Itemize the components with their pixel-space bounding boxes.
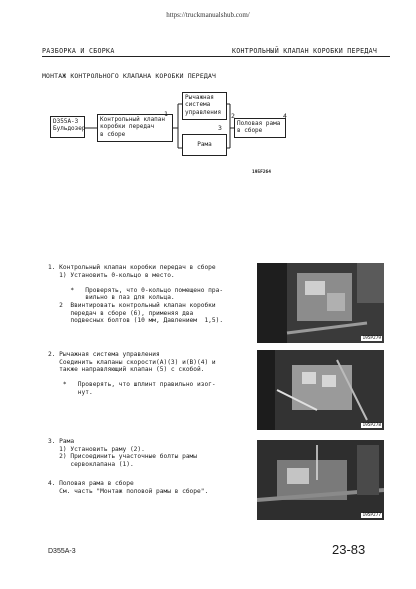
floor-box-label: Половая рама в сборе [237, 120, 281, 135]
footer-model: D355A-3 [48, 548, 76, 555]
valve-box [97, 114, 173, 142]
step-2-text: 2. Рычажная система управления Соединить клапаны скорости(A)(3) и(B)(4) и также направляющий клапан (5) с скобой. * Проверять, что шплинт правильно изог- нут. [48, 351, 216, 396]
source-url: https://truckmanualshub.com/ [166, 11, 250, 19]
diagram-num-1: 1 [164, 110, 168, 118]
diagram-num-3: 3 [218, 124, 222, 132]
section-title: МОНТАЖ КОНТРОЛЬНОГО КЛАПАНА КОРОБКИ ПЕРЕДАЧ [42, 72, 217, 80]
valve-box-label: Контрольный клапан коробки передач в сборе [100, 116, 166, 138]
photo-linkage-image [257, 350, 384, 430]
photo-frame [257, 440, 384, 520]
photo-linkage-code: 195P278 [362, 423, 381, 428]
step-3-text: 3. Рама 1) Установить раму (2). 2) Присоединить участочные болты рамы сервоклапана (1). [48, 438, 198, 468]
start-box [50, 116, 85, 138]
diagram-num-4: 4 [283, 112, 287, 120]
lever-box [182, 92, 227, 120]
photo-frame-code: 195P277 [362, 513, 381, 518]
photo-valve-image [257, 263, 384, 343]
photo-valve-code: 195P279 [362, 336, 381, 341]
photo-valve [257, 263, 384, 343]
floor-box [234, 118, 286, 138]
diagram-code: 195F264 [252, 170, 271, 175]
footer-page-number: 23-83 [332, 542, 366, 557]
step-1-text: 1. Контрольный клапан коробки передач в сборе 1) Установить 0-кольцо в место. * Проверять, что 0-кольцо помещено пра- вильно в паз для кольца. 2 Ввинтировать контрольный клапан коробки передач в сборе (6), применяя два подвесных болтов (10 мм, Давлением 1,5). [48, 264, 224, 325]
photo-frame-image [257, 440, 384, 520]
header-right: КОНТРОЛЬНЫЙ КЛАПАН КОРОБКИ ПЕРЕДАЧ [232, 47, 378, 55]
start-box-label: D355A-3 Бульдозер [53, 118, 86, 133]
photo-linkage [257, 350, 384, 430]
frame-box-label: Рама [197, 141, 212, 148]
frame-box [182, 134, 227, 156]
lever-box-label: Рычажная система управления [185, 94, 222, 116]
diagram-num-2: 2 [231, 112, 235, 120]
step-4-text: 4. Половая рама в сборе См. часть "Монтаж половой рамы в сборе". [48, 480, 209, 495]
header-left: РАЗБОРКА И СБОРКА [42, 47, 115, 55]
